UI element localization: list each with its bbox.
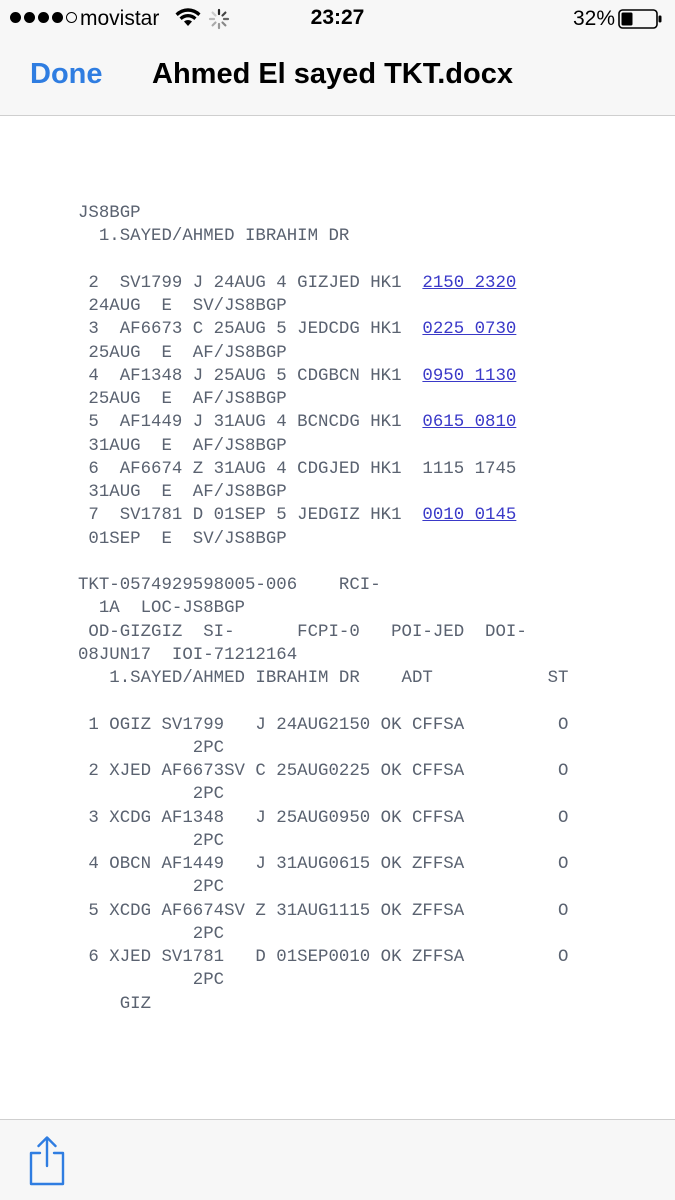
doc-text-segment: 01SEP E SV/JS8BGP bbox=[78, 529, 287, 549]
flight-time-link[interactable]: 0010 0145 bbox=[422, 506, 517, 526]
doc-line bbox=[78, 807, 569, 830]
flight-time-link[interactable]: 0225 0730 bbox=[422, 320, 517, 340]
doc-line bbox=[78, 202, 569, 225]
doc-line bbox=[78, 504, 569, 527]
ticket-text bbox=[78, 202, 569, 1016]
doc-line bbox=[78, 667, 569, 690]
doc-text-segment: 5 XCDG AF6674SV Z 31AUG1115 OK ZFFSA O bbox=[78, 901, 569, 921]
doc-text-segment: 1.SAYED/AHMED IBRAHIM DR ADT ST bbox=[78, 669, 569, 688]
doc-text-segment: 31AUG E AF/JS8BGP bbox=[78, 483, 287, 502]
doc-text-segment: 1.SAYED/AHMED IBRAHIM DR bbox=[78, 227, 350, 247]
doc-line bbox=[78, 923, 569, 946]
doc-text-segment: 25AUG E AF/JS8BGP bbox=[78, 343, 287, 363]
doc-line bbox=[78, 946, 569, 969]
doc-text-segment: 4 AF1348 J 25AUG 5 CDGBCN HK1 bbox=[78, 366, 423, 386]
doc-line bbox=[78, 876, 569, 899]
doc-line bbox=[78, 737, 569, 760]
doc-line bbox=[78, 597, 569, 620]
bottom-toolbar bbox=[0, 1119, 675, 1200]
doc-line bbox=[78, 853, 569, 876]
doc-line bbox=[78, 644, 569, 667]
doc-text-segment: 1 OGIZ SV1799 J 24AUG2150 OK CFFSA O bbox=[78, 715, 569, 735]
doc-text-segment: 25AUG E AF/JS8BGP bbox=[78, 390, 287, 409]
doc-line bbox=[78, 830, 569, 853]
doc-line bbox=[78, 272, 569, 295]
battery-icon bbox=[618, 9, 664, 35]
carrier-name: movistar bbox=[80, 7, 160, 30]
status-time: 23:27 bbox=[310, 6, 365, 29]
doc-text-segment: 6 XJED SV1781 D 01SEP0010 OK ZFFSA O bbox=[78, 948, 569, 967]
doc-text-segment: 08JUN17 IOI-71212164 bbox=[78, 645, 298, 665]
doc-text-segment: 31AUG E AF/JS8BGP bbox=[78, 436, 287, 456]
doc-text-segment: 2 SV1799 J 24AUG 4 GIZJED HK1 bbox=[78, 273, 423, 293]
share-button[interactable] bbox=[26, 1135, 68, 1187]
done-button[interactable]: Done bbox=[30, 58, 103, 90]
doc-text-segment: 1A LOC-JS8BGP bbox=[78, 599, 245, 619]
doc-text-segment: GIZ bbox=[78, 994, 152, 1014]
doc-text-segment: 7 SV1781 D 01SEP 5 JEDGIZ HK1 bbox=[78, 506, 423, 526]
doc-line bbox=[78, 969, 569, 992]
doc-line bbox=[78, 993, 569, 1016]
doc-line bbox=[78, 342, 569, 365]
document-viewer[interactable] bbox=[0, 116, 675, 1119]
share-icon bbox=[26, 1135, 68, 1187]
doc-text-segment: 2PC bbox=[78, 878, 225, 898]
doc-line bbox=[78, 760, 569, 783]
document-title: Ahmed El sayed TKT.docx bbox=[152, 58, 513, 90]
doc-line bbox=[78, 225, 569, 248]
doc-text-segment: TKT-0574929598005-006 RCI- bbox=[78, 576, 381, 595]
doc-line bbox=[78, 528, 569, 551]
doc-line bbox=[78, 690, 569, 713]
doc-line bbox=[78, 551, 569, 574]
status-bar bbox=[0, 0, 675, 38]
doc-text-segment: 2PC bbox=[78, 924, 225, 944]
doc-line bbox=[78, 365, 569, 388]
doc-text-segment: 2PC bbox=[78, 971, 225, 991]
doc-line bbox=[78, 458, 569, 481]
doc-line bbox=[78, 900, 569, 923]
doc-line bbox=[78, 714, 569, 737]
doc-text-segment: 2PC bbox=[78, 785, 225, 805]
doc-text-segment: 2PC bbox=[78, 831, 225, 851]
doc-line bbox=[78, 411, 569, 434]
doc-line bbox=[78, 249, 569, 272]
doc-text-segment: 3 XCDG AF1348 J 25AUG0950 OK CFFSA O bbox=[78, 808, 569, 828]
doc-text-segment: 6 AF6674 Z 31AUG 4 CDGJED HK1 1115 1745 bbox=[78, 459, 517, 479]
doc-line bbox=[78, 574, 569, 597]
doc-text-segment: 4 OBCN AF1449 J 31AUG0615 OK ZFFSA O bbox=[78, 855, 569, 874]
doc-text-segment: 3 AF6673 C 25AUG 5 JEDCDG HK1 bbox=[78, 320, 423, 340]
doc-text-segment: 5 AF1449 J 31AUG 4 BCNCDG HK1 bbox=[78, 413, 423, 433]
doc-text-segment: 2 XJED AF6673SV C 25AUG0225 OK CFFSA O bbox=[78, 762, 569, 781]
navigation-bar bbox=[0, 38, 675, 116]
doc-line bbox=[78, 481, 569, 504]
doc-text-segment: OD-GIZGIZ SI- FCPI-0 POI-JED DOI- bbox=[78, 622, 527, 642]
flight-time-link[interactable]: 0950 1130 bbox=[422, 366, 517, 386]
doc-line bbox=[78, 318, 569, 341]
doc-line bbox=[78, 388, 569, 411]
doc-text-segment: 2PC bbox=[78, 738, 225, 758]
doc-text-segment: JS8BGP bbox=[78, 204, 141, 223]
flight-time-link[interactable]: 2150 2320 bbox=[422, 273, 517, 293]
flight-time-link[interactable]: 0615 0810 bbox=[422, 413, 517, 433]
doc-text-segment: 24AUG E SV/JS8BGP bbox=[78, 297, 287, 316]
doc-line bbox=[78, 621, 569, 644]
doc-line bbox=[78, 783, 569, 806]
doc-line bbox=[78, 435, 569, 458]
doc-line bbox=[78, 295, 569, 318]
battery-percentage: 32% bbox=[572, 7, 615, 30]
